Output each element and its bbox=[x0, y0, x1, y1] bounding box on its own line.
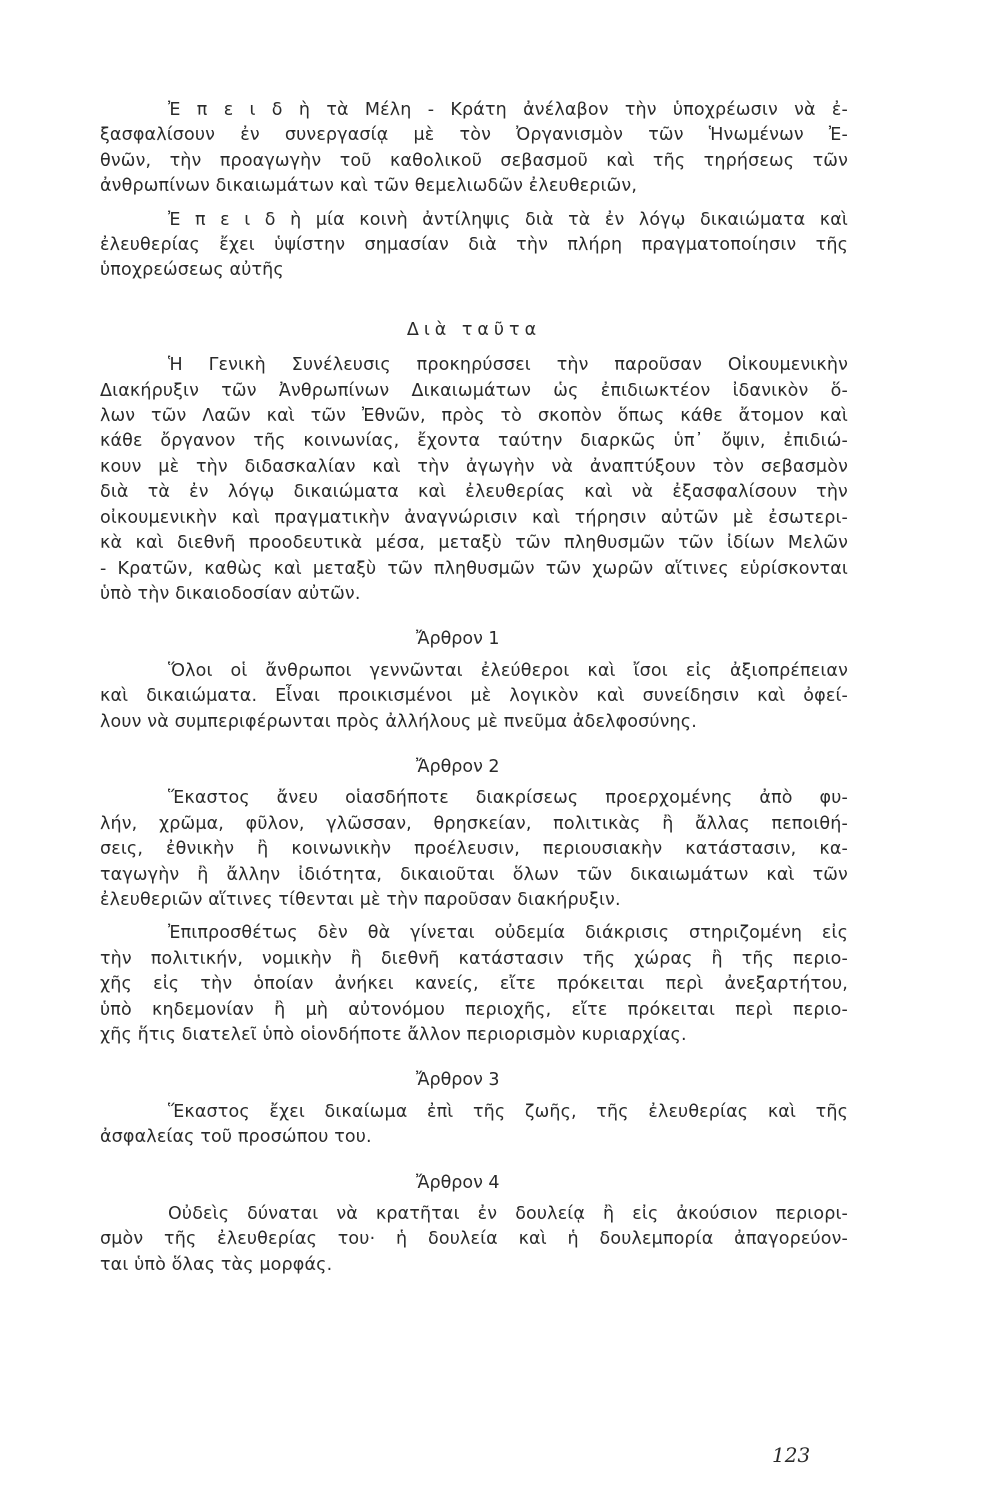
text-line: Διακήρυξιν τῶν Ἀνθρωπίνων Δικαιωμάτων ὡς ἐπιδιωκτέον ἰδανικὸν ὅ- bbox=[100, 380, 848, 401]
text-line: ἐλευθεριῶν αἵτινες τίθενται μὲ τὴν παροῦσαν διακήρυξιν. bbox=[100, 889, 621, 910]
text-line: λων τῶν Λαῶν καὶ τῶν Ἐθνῶν, πρὸς τὸ σκοπὸν ὅπως κάθε ἄτομον καὶ bbox=[100, 406, 848, 427]
article-2-paragraph-1 bbox=[100, 786, 848, 913]
text-line: Ἕκαστος ἔχει δικαίωμα ἐπὶ τῆς ζωῆς, τῆς ἐλευθερίας καὶ τῆς bbox=[168, 1101, 848, 1122]
article-1-paragraph bbox=[100, 659, 848, 735]
article-1-title: Ἄρθρον 1 bbox=[416, 629, 500, 650]
text-line: χῆς ἥτις διατελεῖ ὑπὸ οἱονδήποτε ἄλλον περιορισμὸν κυριαρχίας. bbox=[100, 1025, 687, 1045]
article-4-title: Ἄρθρον 4 bbox=[416, 1172, 500, 1193]
text-line: Ἐ π ε ι δ ὴ μία κοινὴ ἀντίληψις διὰ τὰ ἐν λόγῳ δικαιώματα καὶ bbox=[168, 209, 848, 230]
article-3-title: Ἄρθρον 3 bbox=[416, 1070, 500, 1091]
text-line: καὶ δικαιώματα. Εἶναι προικισμένοι μὲ λογικὸν καὶ συνείδησιν καὶ ὀφεί- bbox=[100, 686, 848, 707]
preamble-paragraph-1 bbox=[100, 98, 848, 200]
text-line: ἐλευθερίας ἔχει ὑψίστην σημασίαν διὰ τὴν πλήρη πραγματοποίησιν τῆς bbox=[100, 235, 848, 256]
text-line: κὰ καὶ διεθνῆ προοδευτικὰ μέσα, μεταξὺ τῶν πληθυσμῶν τῶν ἰδίων Μελῶν bbox=[100, 533, 848, 554]
text-line: χῆς εἰς τὴν ὁποίαν ἀνήκει κανείς, εἴτε πρόκειται περὶ ἀνεξαρτήτου, bbox=[100, 974, 848, 995]
text-line: ἀσφαλείας τοῦ προσώπου του. bbox=[100, 1127, 372, 1148]
text-line: λήν, χρῶμα, φῦλον, γλῶσσαν, θρησκείαν, πολιτικὰς ἢ ἄλλας πεποιθή- bbox=[100, 813, 848, 834]
proclamation-paragraph bbox=[100, 353, 848, 607]
text-line: ται ὑπὸ ὅλας τὰς μορφάς. bbox=[100, 1254, 333, 1275]
text-line: - Κρατῶν, καθὼς καὶ μεταξὺ τῶν πληθυσμῶν τῶν χωρῶν αἵτινες εὑρίσκονται bbox=[100, 558, 848, 579]
text-line: Ἐ π ε ι δ ὴ τὰ Μέλη - Κράτη ἀνέλαβον τὴν ὑποχρέωσιν νὰ ἐ- bbox=[168, 100, 848, 120]
text-line: Ἐπιπροσθέτως δὲν θὰ γίνεται οὐδεμία διάκρισις στηριζομένη εἰς bbox=[168, 923, 848, 944]
text-line: Ἡ Γενικὴ Συνέλευσις προκηρύσσει τὴν παροῦσαν Οἰκουμενικὴν bbox=[168, 355, 848, 376]
text-line: σεις, ἐθνικὴν ἢ κοινωνικὴν προέλευσιν, περιουσιακὴν κατάστασιν, κα- bbox=[100, 839, 848, 860]
article-4-paragraph bbox=[100, 1202, 848, 1278]
text-line: ὑπὸ κηδεμονίαν ἢ μὴ αὐτονόμου περιοχῆς, εἴτε πρόκειται περὶ περιο- bbox=[100, 999, 848, 1020]
text-line: ὑποχρεώσεως αὐτῆς bbox=[100, 260, 284, 281]
text-line: κουν μὲ τὴν διδασκαλίαν καὶ τὴν ἀγωγὴν νὰ ἀναπτύξουν τὸν σεβασμὸν bbox=[100, 456, 848, 477]
preamble-paragraph-2 bbox=[100, 208, 848, 284]
text-line: ξασφαλίσουν ἐν συνεργασίᾳ μὲ τὸν Ὀργανισμὸν τῶν Ἡνωμένων Ἐ- bbox=[100, 125, 848, 146]
text-line: οἰκουμενικὴν καὶ πραγματικὴν ἀναγνώρισιν καὶ τήρησιν αὐτῶν μὲ ἐσωτερι- bbox=[100, 507, 848, 528]
page-number: 123 bbox=[772, 1443, 811, 1467]
text-line: ταγωγὴν ἢ ἄλλην ἰδιότητα, δικαιοῦται ὅλων τῶν δικαιωμάτων καὶ τῶν bbox=[100, 864, 848, 885]
text-line: λουν νὰ συμπεριφέρωνται πρὸς ἀλλήλους μὲ πνεῦμα ἀδελφοσύνης. bbox=[100, 711, 697, 732]
text-line: Ἕκαστος ἄνευ οἱασδήποτε διακρίσεως προερχομένης ἀπὸ φυ- bbox=[168, 788, 848, 809]
text-line: θνῶν, τὴν προαγωγὴν τοῦ καθολικοῦ σεβασμοῦ καὶ τῆς τηρήσεως τῶν bbox=[100, 150, 848, 171]
article-2-paragraph-2 bbox=[100, 921, 848, 1048]
text-line: διὰ τὰ ἐν λόγῳ δικαιώματα καὶ ἐλευθερίας καὶ νὰ ἐξασφαλίσουν τὴν bbox=[100, 482, 848, 503]
text-line: Ὅλοι οἱ ἄνθρωποι γεννῶνται ἐλεύθεροι καὶ ἴσοι εἰς ἀξιοπρέπειαν bbox=[168, 660, 848, 681]
article-3-paragraph bbox=[100, 1100, 848, 1151]
document-page bbox=[100, 98, 848, 1278]
article-2-title: Ἄρθρον 2 bbox=[416, 756, 500, 777]
text-line: ἀνθρωπίνων δικαιωμάτων καὶ τῶν θεμελιωδῶν ἐλευθεριῶν, bbox=[100, 176, 638, 197]
text-line: τὴν πολιτικήν, νομικὴν ἢ διεθνῆ κατάστασιν τῆς χώρας ἢ τῆς περιο- bbox=[100, 948, 848, 969]
text-line: σμὸν τῆς ἐλευθερίας του· ἡ δουλεία καὶ ἡ δουλεμπορία ἀπαγορεύον- bbox=[100, 1229, 848, 1250]
text-line: ὑπὸ τὴν δικαιοδοσίαν αὐτῶν. bbox=[100, 583, 361, 604]
proclamation-heading: Διὰ ταῦτα bbox=[406, 319, 542, 340]
text-line: κάθε ὄργανον τῆς κοινωνίας, ἔχοντα ταύτην διαρκῶς ὑπ᾽ ὄψιν, ἐπιδιώ- bbox=[100, 431, 848, 452]
text-line: Οὐδεὶς δύναται νὰ κρατῆται ἐν δουλείᾳ ἢ εἰς ἀκούσιον περιορι- bbox=[168, 1204, 848, 1225]
